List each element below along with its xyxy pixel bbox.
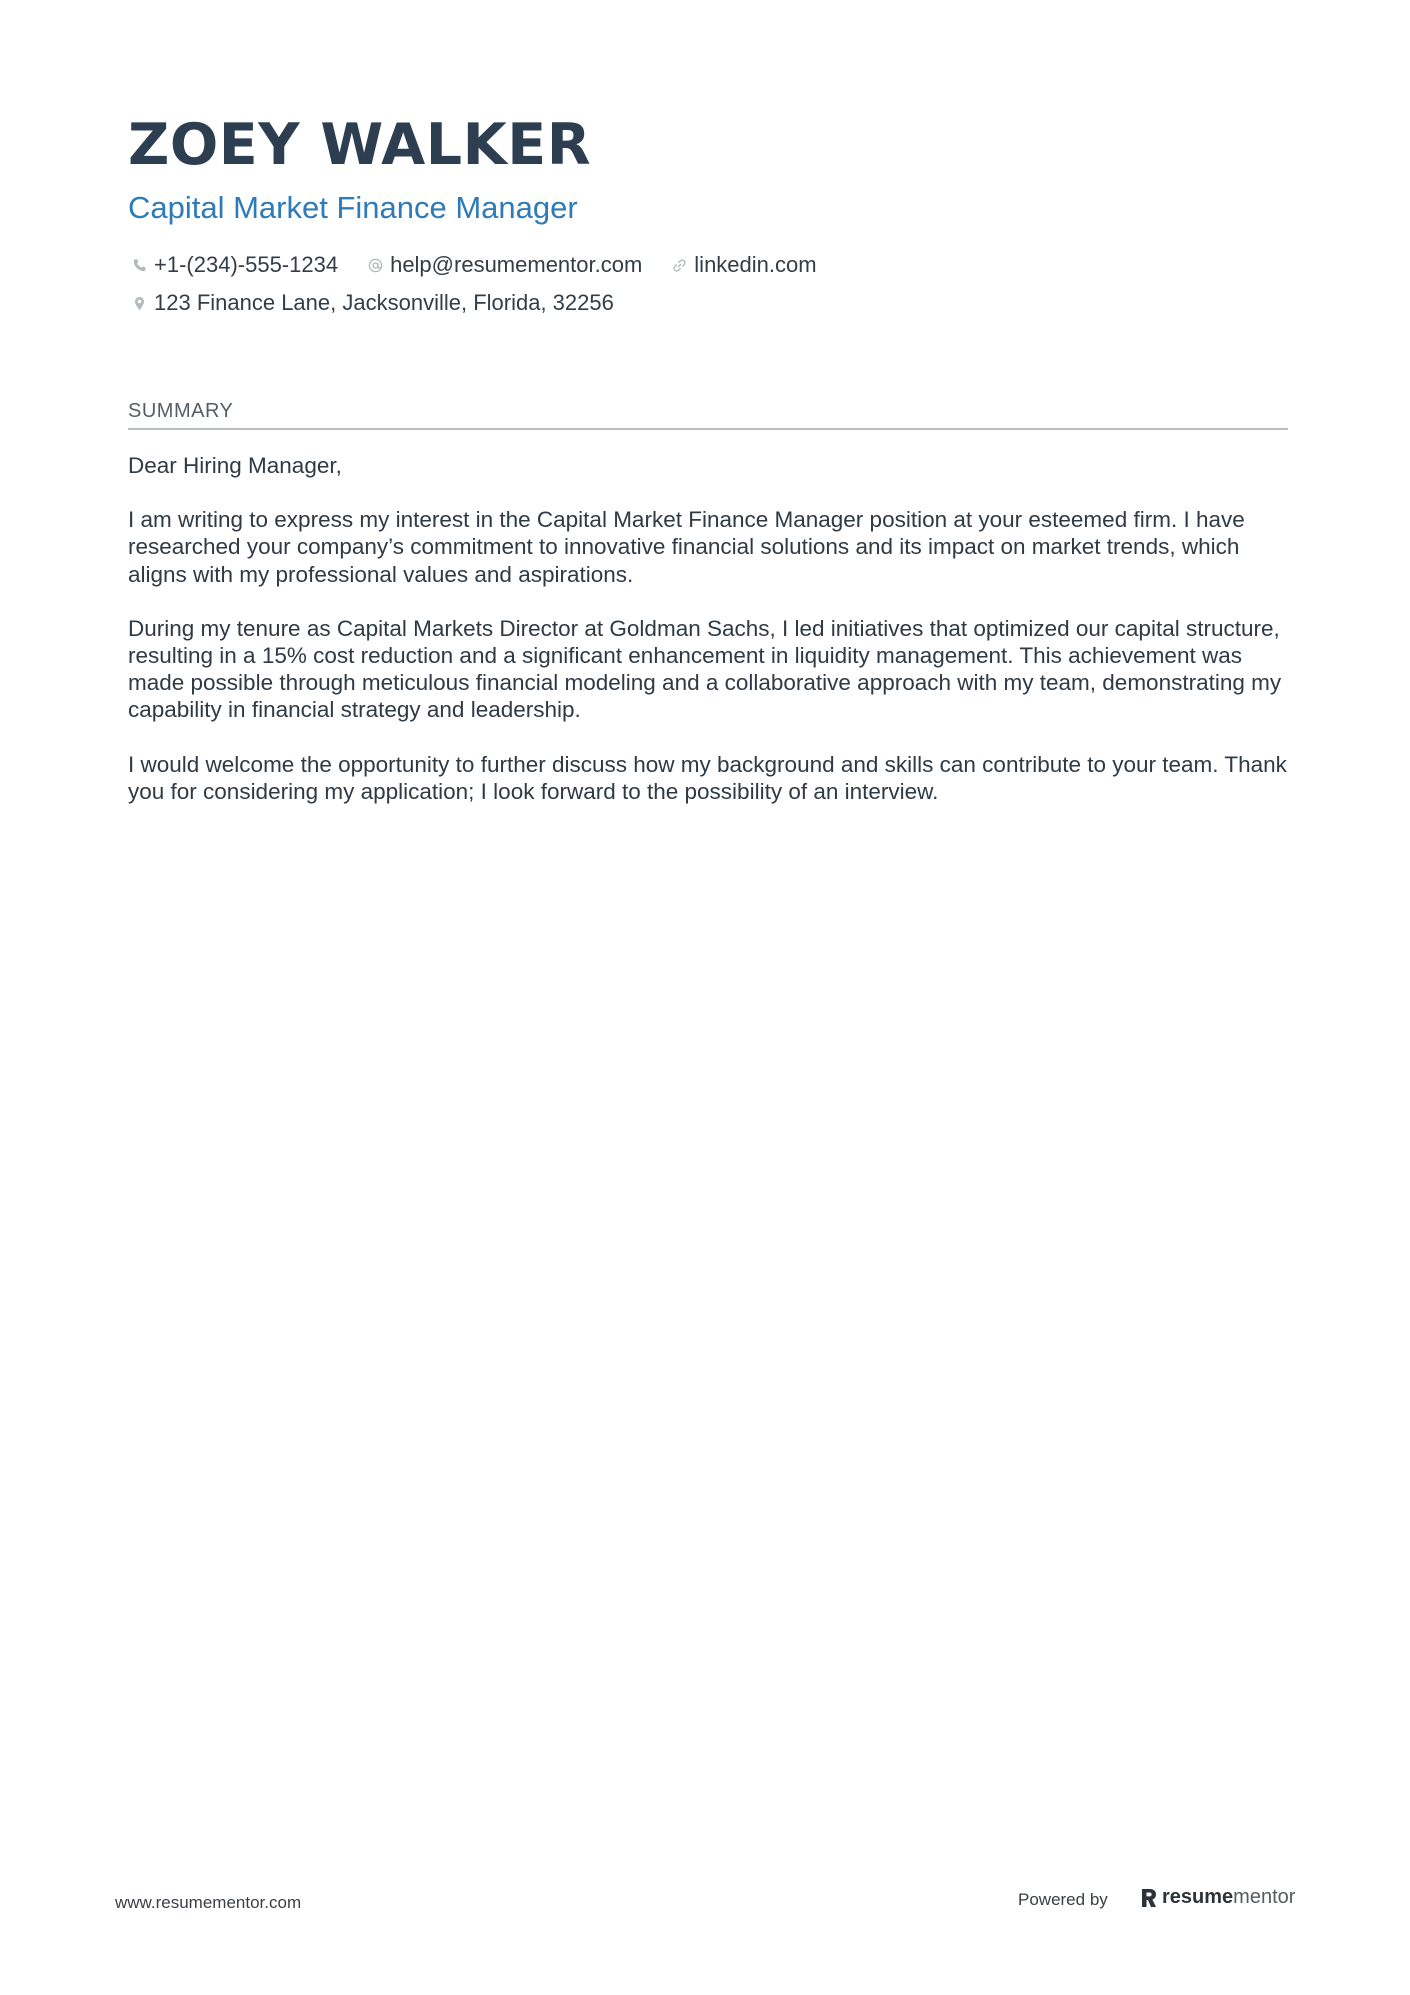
job-title: Capital Market Finance Manager: [128, 190, 578, 225]
brand-name-bold: resume: [1162, 1886, 1234, 1908]
paragraph-intro: I am writing to express my interest in the Capital Market Finance Manager position at your esteemed firm. I have researched your company’s commitment to innovative financial solutions and its impact on market trends, which aligns with my professional values and aspirations.: [128, 507, 1245, 587]
email-address[interactable]: help@resumementor.com: [390, 252, 643, 277]
salutation: Dear Hiring Manager,: [128, 453, 342, 478]
summary-section: [128, 398, 1288, 832]
cover-letter-body: [128, 452, 1288, 805]
address: 123 Finance Lane, Jacksonville, Florida, 32256: [154, 290, 614, 315]
contact-email: [364, 252, 642, 278]
page-footer: [0, 1880, 1410, 1920]
resumementor-logo-icon: [1140, 1887, 1158, 1909]
contact-address: [128, 290, 614, 316]
contact-phone: [128, 252, 338, 278]
contact-row-2: [128, 284, 1288, 322]
contact-info: [128, 246, 1288, 322]
resume-header: [128, 110, 1288, 322]
brand-name-light: mentor: [1233, 1886, 1296, 1908]
contact-linkedin: [668, 252, 816, 278]
at-icon: [364, 254, 386, 276]
section-heading: SUMMARY: [128, 398, 1288, 430]
candidate-name: ZOEY WALKER: [128, 112, 592, 178]
phone-icon: [128, 254, 150, 276]
powered-by-label: Powered by: [1018, 1890, 1108, 1909]
phone-number[interactable]: +1-(234)-555-1234: [154, 252, 339, 277]
linkedin-link[interactable]: linkedin.com: [694, 252, 817, 277]
footer-website-link[interactable]: www.resumementor.com: [115, 1893, 302, 1912]
paragraph-closing: I would welcome the opportunity to further discuss how my background and skills can contribute to your team. Thank you for considering my application; I look forward to the possibility of an interview.: [128, 751, 1287, 804]
link-icon: [668, 254, 690, 276]
resumementor-logo[interactable]: [1140, 1886, 1295, 1909]
contact-row-1: [128, 246, 1288, 284]
location-pin-icon: [128, 292, 150, 314]
paragraph-experience: During my tenure as Capital Markets Director at Goldman Sachs, I led initiatives that optimized our capital structure, resulting in a 15% cost reduction and a significant enhancement in liquidity management. This achievement was made possible through meticulous financial modeling and a collaborative approach with my team, demonstrating my capability in financial strategy and leadership.: [128, 615, 1282, 723]
